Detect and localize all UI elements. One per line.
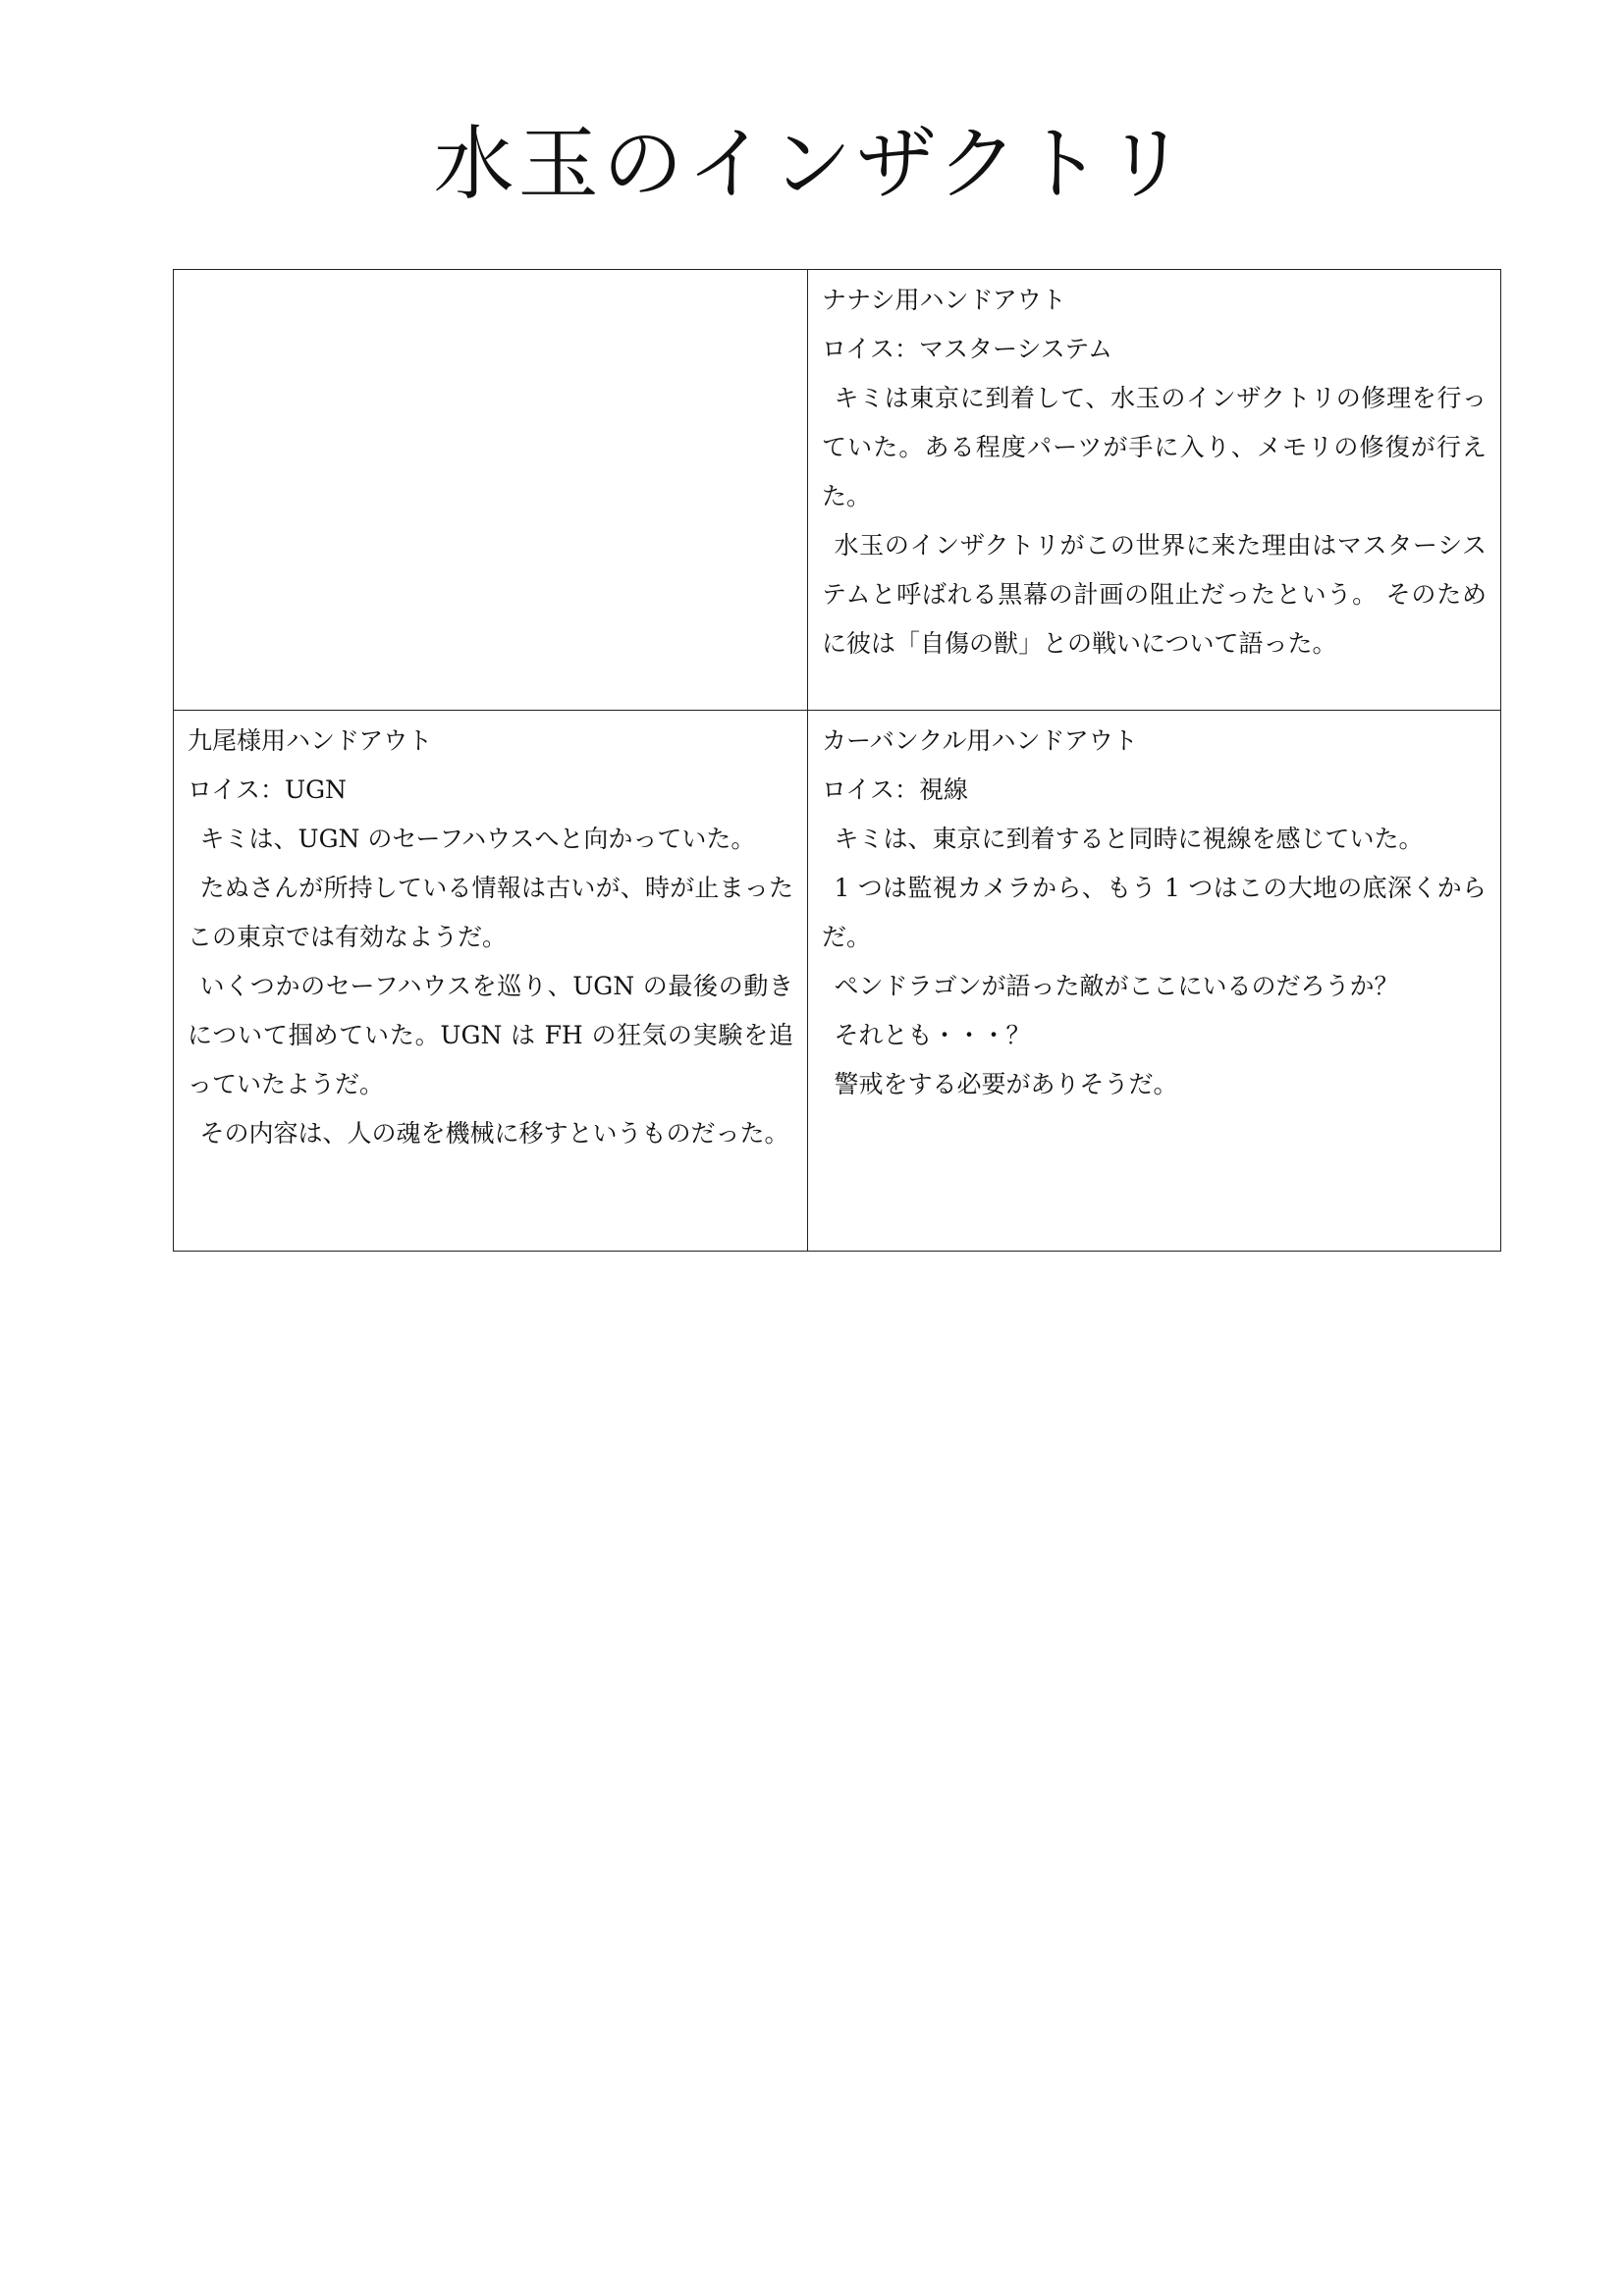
handout-paragraph: たぬさんが所持している情報は古いが、時が止まったこの東京では有効なようだ。 [188,874,793,951]
handout-paragraph: 1 つは監視カメラから、もう 1 つはこの大地の底深くからだ。 [822,874,1487,951]
handout-lois: ロイス：視線 [822,775,969,804]
handout-paragraph: 水玉のインザクトリがこの世界に来た理由はマスターシステムと呼ばれる黒幕の計画の阻止だったという。 そのために彼は「自傷の獣」との戦いについて語った。 [822,531,1487,658]
handout-paragraph: キミは、東京に到着すると同時に視線を感じていた。 [834,825,1424,853]
handout-paragraph: ペンドラゴンが語った敵がここにいるのだろうか？ [834,972,1399,1000]
document-title: 水玉のインザクトリ [433,118,1191,211]
handout-heading: 九尾様用ハンドアウト [188,726,433,755]
handout-paragraph: キミは東京に到着して、水玉のインザクトリの修理を行っていた。ある程度パーツが手に入り、メモリの修復が行えた。 [822,384,1487,510]
handout-paragraph: それとも・・・？ [834,1021,1031,1049]
handout-row [174,270,1501,711]
handout-cell-empty [174,270,808,711]
handout-heading: ナナシ用ハンドアウト [822,286,1066,314]
handout-lois: ロイス：UGN [188,775,347,804]
handout-paragraph: キミは、UGN のセーフハウスへと向かっていた。 [199,825,756,853]
handout-row [174,711,1501,1252]
handout-lois: ロイス：マスターシステム [822,335,1113,363]
handout-paragraph: その内容は、人の魂を機械に移すというものだった。 [199,1119,789,1148]
handout-heading: カーバンクル用ハンドアウト [822,726,1138,755]
handout-paragraph: 警戒をする必要がありそうだ。 [834,1070,1178,1098]
handout-cell-carbuncle [808,711,1501,1252]
handout-table [173,269,1501,1252]
handout-cell-nanashi [808,270,1501,711]
handout-cell-kyubi [174,711,808,1252]
handout-paragraph: いくつかのセーフハウスを巡り、UGN の最後の動きについて掴めていた。UGN は FH の狂気の実験を追っていたようだ。 [188,972,793,1098]
